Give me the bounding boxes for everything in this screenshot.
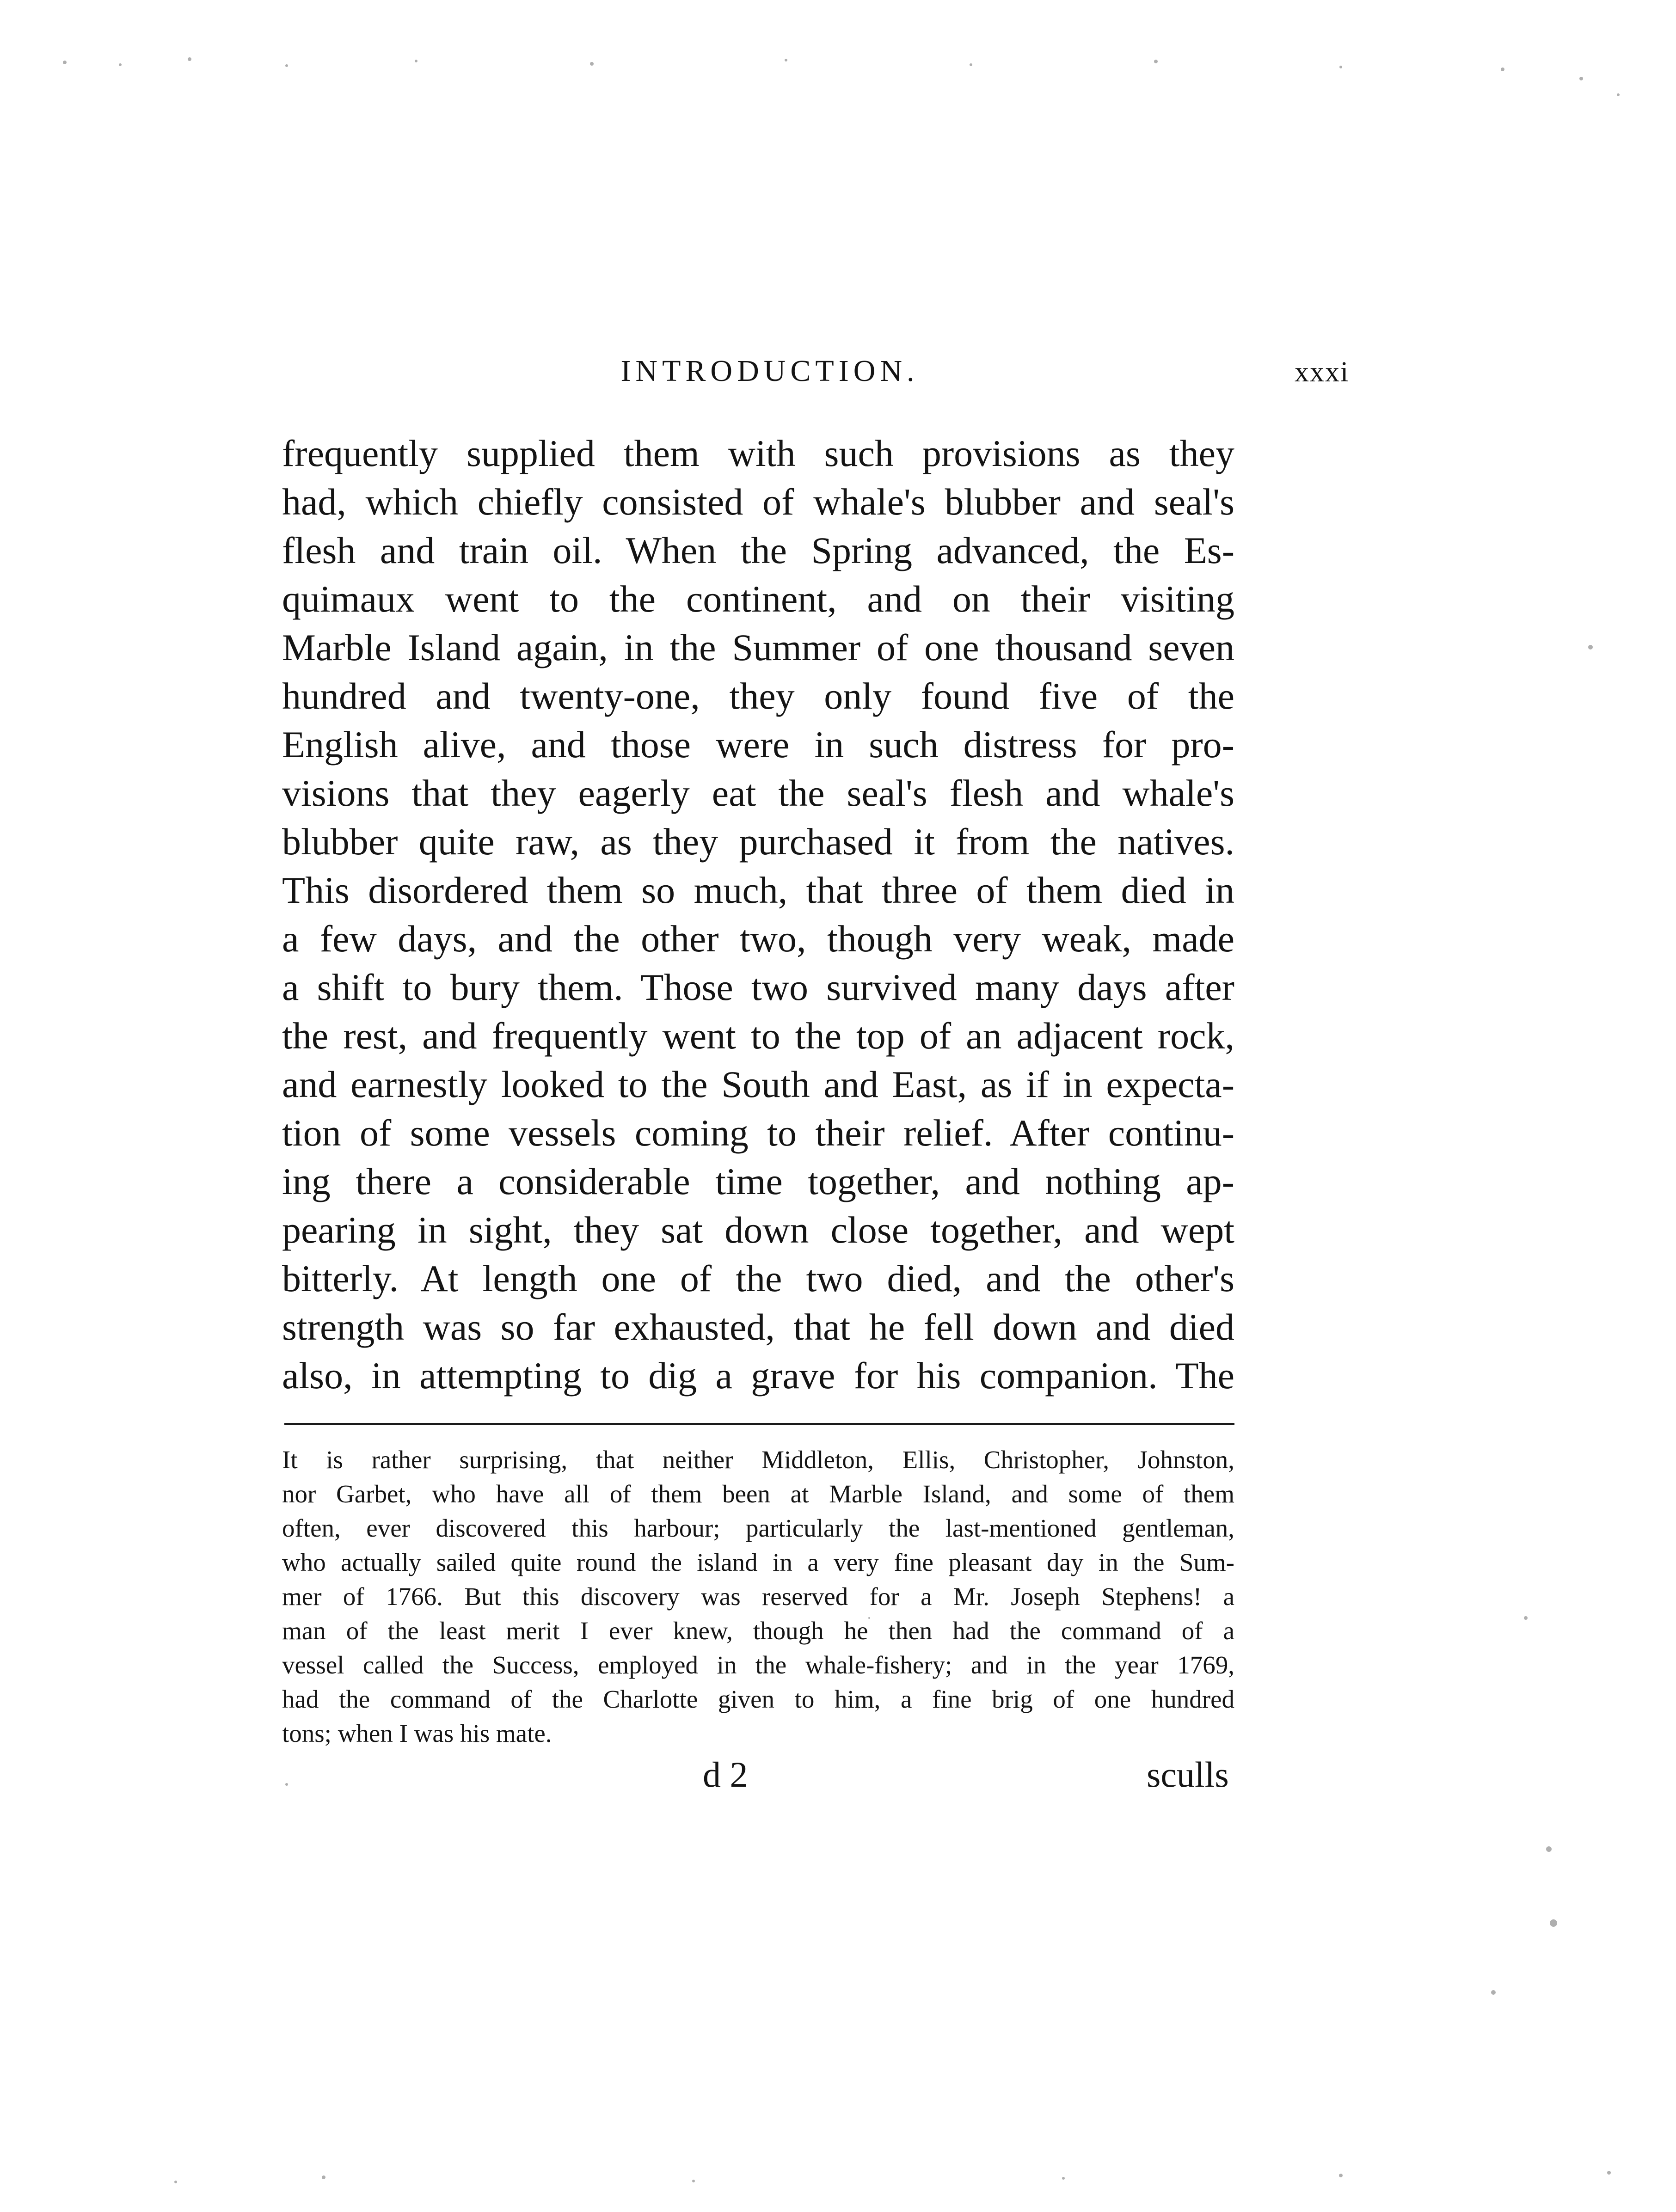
body-line: had, which chiefly consisted of whale's blubber and seal's [282,481,1234,523]
body-line: also, in attempting to dig a grave for his companion. The [282,1354,1234,1397]
body-line: a shift to bury them. Those two survived many days after [282,966,1234,1008]
body-line: ing there a considerable time together, and nothing ap- [282,1160,1234,1202]
footnote-line: vessel called the Success, employed in the whale-fishery; and in the year 1769, [282,1651,1234,1679]
body-line: the rest, and frequently went to the top of an adjacent rock, [282,1015,1234,1057]
body-line: strength was so far exhausted, that he fell down and died [282,1306,1234,1348]
running-title: INTRODUCTION. [620,354,919,388]
footnote-line: tons; when I was his mate. [282,1719,552,1747]
body-line: Marble Island again, in the Summer of one thousand seven [282,626,1234,668]
footnote-line: had the command of the Charlotte given to him, a fine brig of one hundred [282,1685,1234,1713]
body-line: bitterly. At length one of the two died, and the other's [282,1257,1234,1299]
footnote-rule [284,1423,1234,1425]
body-line: and earnestly looked to the South and East, as if in expecta- [282,1063,1234,1105]
footnote-line: often, ever discovered this harbour; particularly the last-mentioned gentleman, [282,1514,1234,1542]
body-line: English alive, and those were in such distress for pro- [282,723,1234,766]
body-line: quimaux went to the continent, and on their visiting [282,578,1234,620]
body-line: This disordered them so much, that three of them died in [282,869,1234,911]
catchword: sculls [1147,1754,1229,1795]
body-line: hundred and twenty-one, they only found five of the [282,675,1234,717]
body-line: pearing in sight, they sat down close together, and wept [282,1209,1234,1251]
footnote-line: It is rather surprising, that neither Middleton, Ellis, Christopher, Johnston, [282,1446,1234,1474]
footnote-line: nor Garbet, who have all of them been at Marble Island, and some of them [282,1480,1234,1508]
footnote-line: mer of 1766. But this discovery was reserved for a Mr. Joseph Stephens! a [282,1582,1234,1611]
footnote-line: man of the least merit I ever knew, though he then had the command of a [282,1617,1234,1645]
body-line: frequently supplied them with such provisions as they [282,432,1234,474]
body-line: blubber quite raw, as they purchased it from the natives. [282,821,1234,863]
footnote-line: who actually sailed quite round the island in a very fine pleasant day in the Sum- [282,1548,1234,1576]
body-line: a few days, and the other two, though very weak, made [282,918,1234,960]
page-number: xxxi [1295,356,1350,388]
signature-mark: d 2 [703,1754,748,1795]
body-line: visions that they eagerly eat the seal's flesh and whale's [282,772,1234,814]
body-line: tion of some vessels coming to their relief. After continu- [282,1112,1234,1154]
body-line: flesh and train oil. When the Spring advanced, the Es- [282,529,1234,571]
